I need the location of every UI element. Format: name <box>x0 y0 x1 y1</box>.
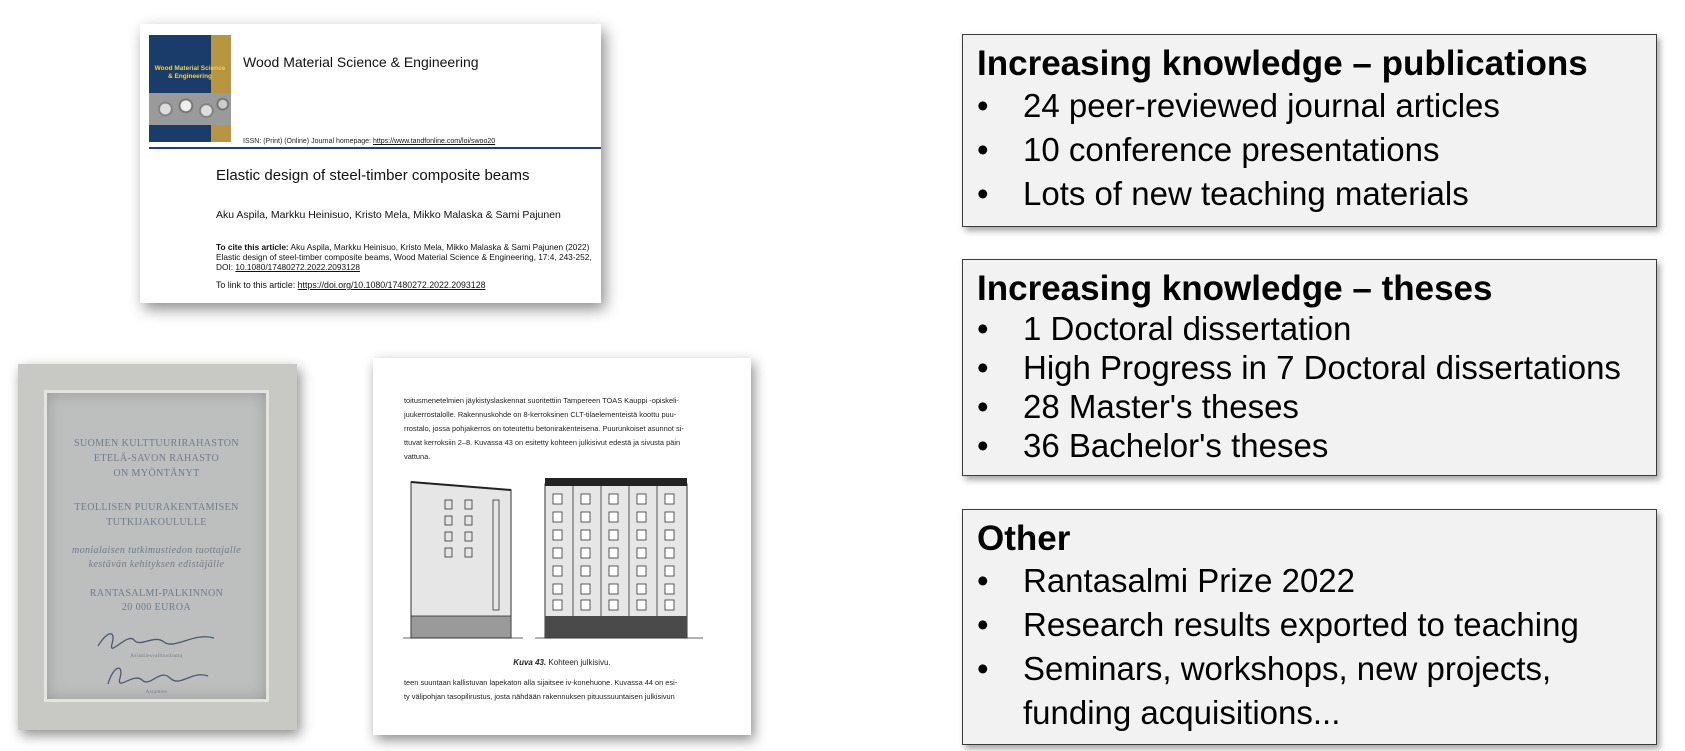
thesis-text-line: toitusmenetelmien jäykistyslaskennat suoritettiin Tampereen TOAS Kauppi -opiskeli- <box>404 396 679 405</box>
list-item: • Research results exported to teaching <box>977 606 1579 643</box>
plaque-line: ON MYÖNTÄNYT <box>113 468 200 479</box>
thesis-text-line: juukerrostalolle. Rakennuskohde on 8-kerroksinen CLT-tilaelementeistä koottu puu- <box>404 410 677 419</box>
journal-cover <box>149 35 231 142</box>
journal-homepage-link[interactable]: https://www.tandfonline.com/loi/swoo20 <box>372 138 496 145</box>
article-link: To link to this article: https://doi.org/10.1080/17480272.2022.2093128 <box>216 280 486 290</box>
journal-issn: ISSN: (Print) (Online) Journal homepage: https://www.tandfonline.com/loi/swoo20 <box>243 138 496 145</box>
journal-name: Wood Material Science & Engineering <box>243 54 479 70</box>
thesis-text-line: teen suuntaan kallistuvan lapekaton alla sijaitsee iv-konehuone. Kuvassa 44 on esi- <box>404 678 678 687</box>
thesis-text-line: rrostalo, jossa pohjakerros on toteutettu betonirakenteisena. Puurunkoiset asunnot si- <box>404 424 684 433</box>
other-title: Other <box>977 519 1071 558</box>
publications-title: Increasing knowledge – publications <box>977 44 1588 83</box>
theses-list <box>977 309 1656 465</box>
article-title: Elastic design of steel-timber composite beams <box>216 167 530 184</box>
thesis-text-line: vattuna. <box>404 452 431 461</box>
plaque-line: monialaisen tutkimustiedon tuottajalle <box>71 545 242 556</box>
list-item: • Lots of new teaching materials <box>977 175 1469 212</box>
plaque-line: RANTASALMI-PALKINNON <box>89 588 224 599</box>
thesis-text-line: ttuvat kerroksiin 2–8. Kuvassa 43 on esitetty kohteen julkisivut edestä ja sivusta päin <box>404 438 681 447</box>
plaque-line: 20 000 EUROA <box>121 602 192 613</box>
list-item: • 1 Doctoral dissertation <box>977 310 1352 347</box>
article-doi-link[interactable]: https://doi.org/10.1080/17480272.2022.2093128 <box>297 280 486 290</box>
publications-box <box>962 34 1657 227</box>
citation-doi-link[interactable]: 10.1080/17480272.2022.2093128 <box>235 262 360 272</box>
list-item: • 36 Bachelor's theses <box>977 427 1329 464</box>
header-divider <box>149 147 601 149</box>
signer-2-role: Asiamies <box>145 690 168 695</box>
plaque-line: SUOMEN KULTTUURIRAHASTON <box>74 438 239 449</box>
thesis-text-line: ty välipohjan tasopilirustus, josta nähdään rakennuksen pituussuuntaisen julkisivun <box>404 692 675 701</box>
plaque-inner-panel <box>44 390 269 702</box>
thesis-page-image <box>373 358 751 735</box>
theses-title: Increasing knowledge – theses <box>977 269 1493 308</box>
article-authors: Aku Aspila, Markku Heinisuo, Kristo Mela, Mikko Malaska & Sami Pajunen <box>216 209 561 221</box>
list-item: • Seminars, workshops, new projects, funding acquisitions... <box>977 650 1552 731</box>
article-citation: To cite this article: Aku Aspila, Markku Heinisuo, Kristo Mela, Mikko Malaska & Sami Pajunen (2022) Elastic design of steel-timber composite beams, Wood Material Science & Engineering, 17:4, 243-252, DOI: 10.1080/17480272.2022.2093128 <box>216 242 592 272</box>
list-item: • High Progress in 7 Doctoral dissertations <box>977 349 1621 386</box>
signer-1-role: Asiamiesvaltuuskunta <box>130 654 183 659</box>
other-list <box>977 559 1656 735</box>
signature-1 <box>94 626 224 652</box>
publications-list <box>977 84 1656 216</box>
journal-cover-title: Wood Material Science & Engineering <box>154 65 226 80</box>
list-item: • Rantasalmi Prize 2022 <box>977 562 1355 599</box>
theses-box <box>962 259 1657 476</box>
journal-article-image <box>140 24 601 303</box>
plaque-line: TEOLLISEN PUURAKENTAMISEN <box>74 502 239 513</box>
plaque-line: TUTKIJAKOULULLE <box>106 517 207 528</box>
list-item: • 24 peer-reviewed journal articles <box>977 87 1500 124</box>
figure-caption: Kuva 43. Kohteen julkisivu. <box>513 658 611 667</box>
plaque-line: kestävän kehityksen edistäjälle <box>88 559 225 570</box>
building-elevation-drawing <box>403 470 723 645</box>
plaque-line: ETELÄ-SAVON RAHASTO <box>93 453 220 464</box>
list-item: • 28 Master's theses <box>977 388 1299 425</box>
signature-2 <box>104 662 214 688</box>
award-plaque-image <box>18 364 297 730</box>
other-box <box>962 509 1657 745</box>
list-item: • 10 conference presentations <box>977 131 1440 168</box>
